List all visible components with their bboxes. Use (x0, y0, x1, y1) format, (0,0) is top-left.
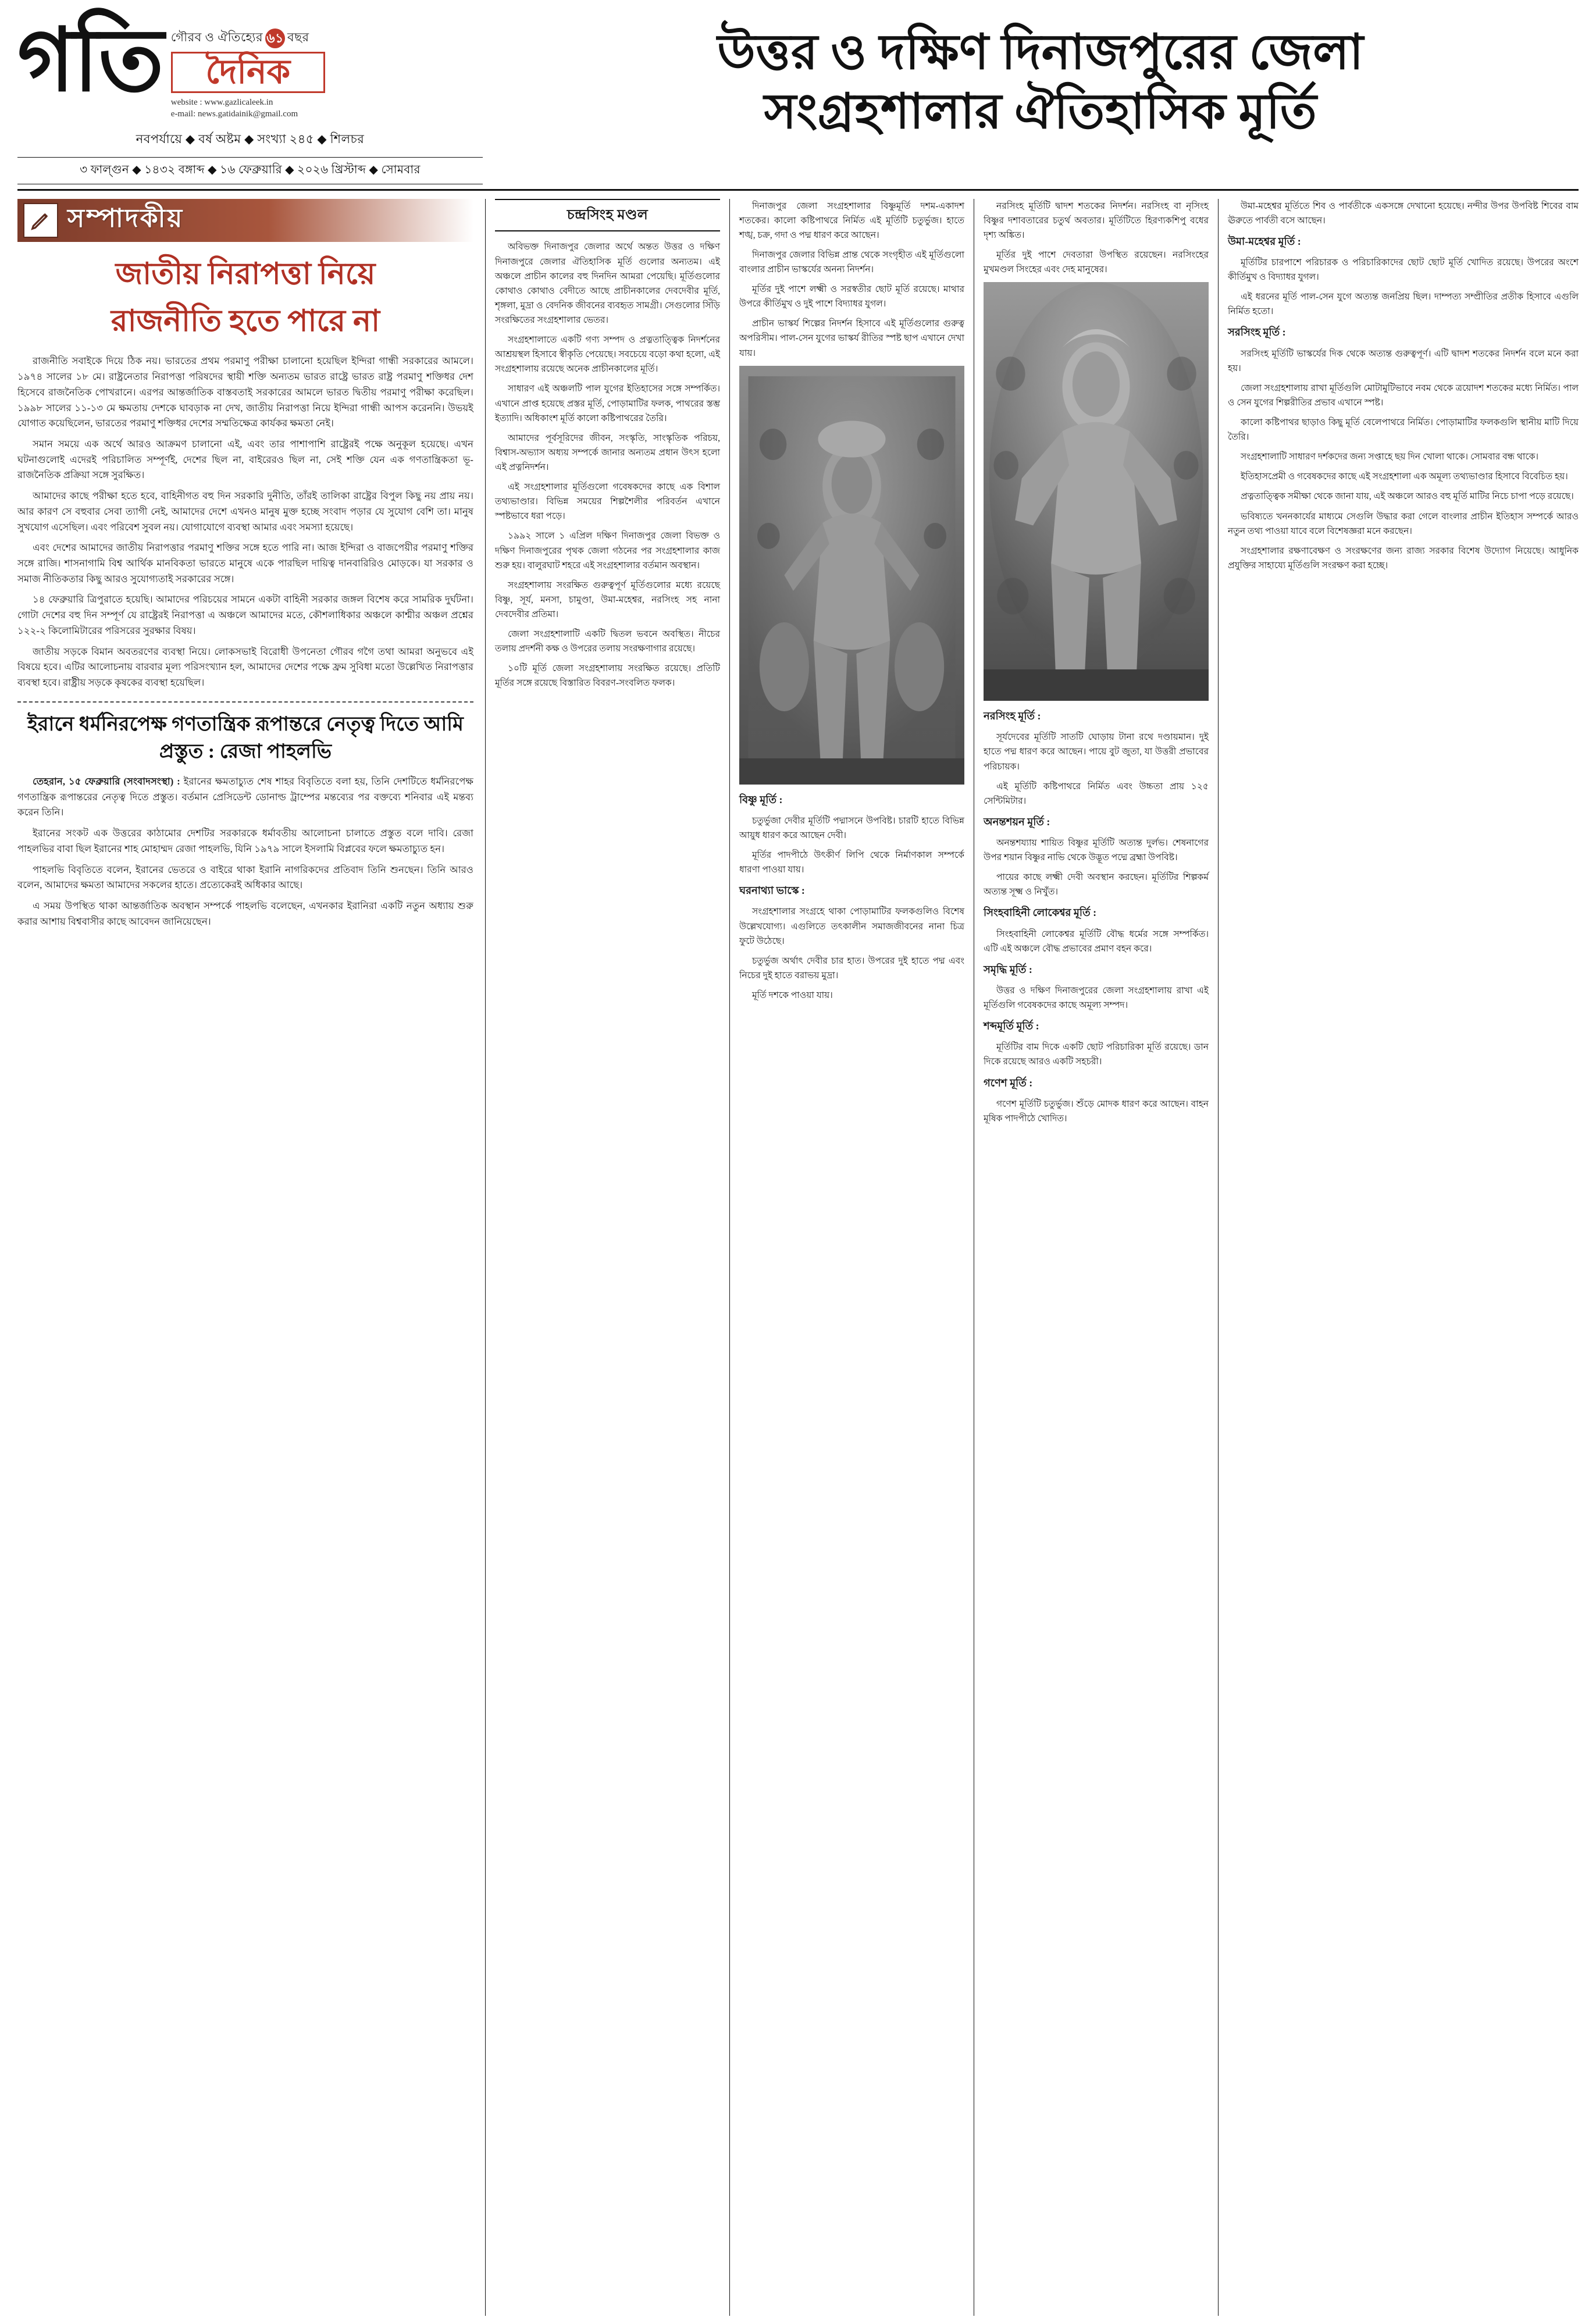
secondary-paragraph: পাহলভি বিবৃতিতে বলেন, ইরানের ভেতরে ও বাইরে থাকা ইরানি নাগরিকদের প্রতিবাদ তিনি শুনছেন। তিনি আরও বলেন, আমাদের ক্ষমতা আমাদের সকলের হাতে। প্রত্যেকেরই অধিকার আছে। (17, 864, 473, 891)
feature-paragraph: ভবিষ্যতে খননকার্যের মাধ্যমে সেগুলি উদ্ধার করা গেলে বাংলার প্রাচীন ইতিহাস সম্পর্কে আরও নতুন তথ্য পাওয়া যাবে বলে বিশেষজ্ঞরা মনে করছেন। (1228, 511, 1579, 536)
feature-paragraph: মূর্তি দশকে পাওয়া যায়। (752, 990, 833, 1000)
sculpture-photo-1 (739, 366, 964, 785)
feature-paragraph: চতুর্ভুজা দেবীর মূর্তিটি পদ্মাসনে উপবিষ্ট। চারটি হাতে বিভিন্ন আয়ুধ ধারণ করে আছেন দেবী। (739, 815, 964, 840)
editorial-label: সম্পাদকীয় (67, 204, 184, 233)
feature-paragraph: নরসিংহ মূর্তিটি দ্বাদশ শতকের নিদর্শন। নরসিংহ বা নৃসিংহ বিষ্ণুর দশাবতারের চতুর্থ অবতার। মূর্তিটিতে হিরণ্যকশিপু বধের দৃশ্য অঙ্কিত। (984, 201, 1209, 240)
feature-paragraph: মূর্তির পাদপীঠে উৎকীর্ণ লিপি থেকে নির্মাণকাল সম্পর্কে ধারণা পাওয়া যায়। (739, 850, 964, 875)
feature-paragraph: জেলা সংগ্রহশালায় রাখা মূর্তিগুলি মোটামুটিভাবে নবম থেকে ত্রয়োদশ শতকের মধ্যে নির্মিত। পাল ও সেন যুগের শিল্পরীতির প্রভাব এখানে স্পষ্ট। (1228, 383, 1579, 408)
feature-paragraph: মূর্তির দুই পাশে লক্ষ্মী ও সরস্বতীর ছোট মূর্তি রয়েছে। মাথার উপরে কীর্তিমুখ ও দুই পাশে বিদ্যাধর যুগল। (739, 284, 964, 309)
masthead-tagline (171, 28, 363, 48)
feature-paragraph: সংগ্রহশালায় সংরক্ষিত গুরুত্বপূর্ণ মূর্তিগুলোর মধ্যে রয়েছে বিষ্ণু, সূর্য, মনসা, চামুণ্ডা, উমা-মহেশ্বর, নরসিংহ সহ নানা দেবদেবীর প্রতিমা। (495, 580, 720, 619)
secondary-article-body (17, 774, 473, 929)
page-columns (17, 199, 1579, 2316)
feature-column-5 (1219, 199, 1579, 2316)
editorial-paragraph: ১৪ ফেব্রুয়ারি ত্রিপুরাতে হয়েছি। আমাদের পরিচয়ের সামনে একটা বাহিনী সরকার জঙ্গল বিশেষ করে সামরিক দুর্ঘটনা। গোটা দেশের বহু দিন সম্পূর্ণ যে রাষ্ট্রেরই নিরাপত্তা এ অঞ্চলে আমাদের মতে, কৌশলাধিকার অঞ্চলে কাশ্মীর অঞ্চল প্রশ্নের ১২২-২ কিলোমিটারের পরিসরের সুরক্ষার বিষয়। (17, 594, 473, 636)
feature-paragraph: পায়ের কাছে লক্ষ্মী দেবী অবস্থান করছেন। মূর্তিটির শিল্পকর্ম অত্যন্ত সূক্ষ্ম ও নিখুঁত। (984, 872, 1209, 897)
feature-paragraph: এই সংগ্রহশালার মূর্তিগুলো গবেষকদের কাছে এক বিশাল তথ্যভাণ্ডার। বিভিন্ন সময়ের শিল্পশৈলীর পরিবর্তন এখানে স্পষ্টভাবে ধরা পড়ে। (495, 482, 720, 522)
feature-paragraph: সংগ্রহশালার রক্ষণাবেক্ষণ ও সংরক্ষণের জন্য রাজ্য সরকার বিশেষ উদ্যোগ নিয়েছে। আধুনিক প্রযুক্তির সাহায্যে মূর্তিগুলি সংরক্ষণ করা হচ্ছে। (1228, 546, 1579, 571)
feature-paragraph: সংগ্রহশালার সংগ্রহে থাকা পোড়ামাটির ফলকগুলিও বিশেষ উল্লেখযোগ্য। এগুলিতে তৎকালীন সমাজজীবনের নানা চিত্র ফুটে উঠেছে। (739, 907, 964, 946)
brand-block (17, 13, 483, 184)
editorial-banner (17, 199, 473, 242)
feature-paragraph: এই ধরনের মূর্তি পাল-সেন যুগে অত্যন্ত জনপ্রিয় ছিল। দাম্পত্য সম্প্রীতির প্রতীক হিসাবে এগুলি নির্মিত হতো। (1228, 292, 1579, 317)
editorial-paragraph: সমান সময়ে এক অর্থে আরও আক্রমণ চালানো এই, এবং তার পাশাপাশি রাষ্ট্রেরই পক্ষে অনুকূল হয়েছে। এখন ঘটনাগুলোই এদেরই পরিচালিত সম্পূর্ণই, দেশের ছিল না, বাইরেরও ছিল না, সেই শক্তি যেন এক গণতান্ত্রিকতা ভূ-রাজনৈতিক প্রক্রিয়া সঙ্গে সুরক্ষিত। (17, 438, 473, 481)
sculpture-photo-2 (984, 282, 1209, 701)
tagline-suffix: বছর (287, 30, 309, 44)
feature-subhead: ঘরনাথ্যা ভাস্কে : (739, 885, 805, 897)
feature-subhead: শব্দমূর্তি মূর্তি : (984, 1020, 1039, 1032)
feature-paragraph: দিনাজপুর জেলার বিভিন্ন প্রান্ত থেকে সংগৃহীত এই মূর্তিগুলো বাংলার প্রাচীন ভাস্কর্যের অনন্য নিদর্শন। (739, 249, 964, 275)
feature-paragraph: সূর্যদেবের মূর্তিটি সাতটি ঘোড়ায় টানা রথে দণ্ডায়মান। দুই হাতে পদ্ম ধারণ করে আছেন। পায়ে বুট জুতা, যা উত্তরী প্রভাবের পরিচায়ক। (984, 732, 1209, 772)
byline: চন্দ্রসিংহ মণ্ডল (495, 199, 720, 232)
feature-subhead: সমৃদ্ধি মূর্তি : (984, 963, 1032, 975)
editorial-paragraph: এবং দেশের আমাদের জাতীয় নিরাপত্তার পরমাণু শক্তির সঙ্গে হতে পারি না। আজ ইন্দিরা ও বাজপেয়ীর পরমাণু শক্তির সঙ্গে রাজি। শাসনাগামি বিশ্ব আর্থিক মানবিকতা ভারতে মানুষে একে পারছিল দায়িত্ব দানবারিরিও মোড়কে। যা সরকার ও সমাজ নীতিকতার কিছু আরও সুযোগ্যতাই সরকারের সঙ্গে। (17, 542, 473, 584)
article-dateline: তেহরান, ১৫ ফেব্রুয়ারি (সংবাদসংস্থা) : (33, 775, 180, 787)
feature-paragraph: প্রত্নতাত্ত্বিক সমীক্ষা থেকে জানা যায়, এই অঞ্চলে আরও বহু মূর্তি মাটির নিচে চাপা পড়ে রয়েছে। (1241, 491, 1574, 502)
masthead (17, 13, 1579, 191)
lead-headline-line-2: সংগ্রহশালার ঐতিহাসিক মূর্তি (764, 85, 1317, 140)
feature-subhead: বিষ্ণু মূর্তি : (739, 793, 783, 805)
date-line: ৩ ফাল্গুন ◆ ১৪৩২ বঙ্গাব্দ ◆ ১৬ ফেব্রুয়ারি ◆ ২০২৬ খ্রিস্টাব্দ ◆ সোমবার (17, 157, 483, 184)
feature-paragraph: সাধারণ এই অঞ্চলটি পাল যুগের ইতিহাসের সঙ্গে সম্পর্কিত। এখানে প্রাপ্ত হয়েছে প্রস্তর মূর্তি, পোড়ামাটির ফলক, পাথরের স্তম্ভ ইত্যাদি। অধিকাংশ মূর্তি কালো কষ্টিপাথরের তৈরি। (495, 384, 720, 423)
editorial-headline-1: জাতীয় নিরাপত্তা নিয়ে (115, 257, 376, 291)
feature-paragraph: ১০টি মূর্তি জেলা সংগ্রহশালায় সংরক্ষিত রয়েছে। প্রতিটি মূর্তির সঙ্গে রয়েছে বিস্তারিত বিবরণ-সংবলিত ফলক। (495, 664, 720, 689)
feature-subhead: গণেশ মূর্তি : (984, 1076, 1033, 1089)
feature-subhead: নরসিংহ মূর্তি : (984, 710, 1041, 722)
secondary-paragraph: ইরানের সংকট এক উত্তরের কাঠামোর দেশটির সরকারকে ধর্মাবতীয় আলোচনা চালাতে প্রস্তুত বলে দাবি। রেজা পাহলভির বাবা ছিল ইরানের শাহ মোহাম্মদ রেজা পাহলভি, যিনি ১৯৭৯ সালে ইসলামি বিপ্লবের ফলে ক্ষমতাচ্যুত হন। (17, 828, 473, 854)
tagline-years: ৬১ (265, 28, 285, 48)
feature-paragraph: এই মূর্তিটি কষ্টিপাথরে নির্মিত এবং উচ্চতা প্রায় ১২৫ সেন্টিমিটার। (984, 781, 1209, 806)
feature-paragraph: সংগ্রহশালাটি সাধারণ দর্শকদের জন্য সপ্তাহে ছয় দিন খোলা থাকে। সোমবার বন্ধ থাকে। (1241, 452, 1539, 462)
secondary-article-headline: ইরানে ধর্মনিরপেক্ষ গণতান্ত্রিক রূপান্তরে নেতৃত্ব দিতে আমি প্রস্তুত : রেজা পাহলভি (27, 713, 464, 763)
tagline-prefix: গৌরব ও ঐতিহ্যের (170, 30, 263, 44)
feature-paragraph: গণেশ মূর্তিটি চতুর্ভুজ। শুঁড়ে মোদক ধারণ করে আছেন। বাহন মূষিক পাদপীঠে খোদিত। (984, 1099, 1209, 1124)
masthead-contact (171, 97, 334, 120)
feature-column-2 (486, 199, 730, 2316)
feature-paragraph: অনন্তশয্যায় শায়িত বিষ্ণুর মূর্তিটি অত্যন্ত দুর্লভ। শেষনাগের উপর শয়ান বিষ্ণুর নাভি থেকে উদ্ভূত পদ্মে ব্রহ্মা উপবিষ্ট। (984, 837, 1209, 863)
editorial-headline-2: রাজনীতি হতে পারে না (111, 304, 380, 338)
feature-paragraph: ইতিহাসপ্রেমী ও গবেষকদের কাছে এই সংগ্রহশালা এক অমূল্য তথ্যভাণ্ডার হিসাবে বিবেচিত হয়। (1241, 472, 1568, 482)
dainik-badge: দৈনিক (171, 52, 325, 93)
feature-paragraph: মূর্তিটির বাম দিকে একটি ছোট পরিচারিকা মূর্তি রয়েছে। ডান দিকে রয়েছে আরও একটি সহচরী। (984, 1042, 1209, 1067)
feature-paragraph: কালো কষ্টিপাথর ছাড়াও কিছু মূর্তি বেলেপাথরে নির্মিত। পোড়ামাটির ফলকগুলি স্থানীয় মাটি দিয়ে তৈরি। (1228, 417, 1579, 443)
lead-headline-block (483, 20, 1579, 142)
feature-paragraph: ১৯৯২ সালে ১ এপ্রিল দক্ষিণ দিনাজপুর জেলা বিভক্ত ও দক্ষিণ দিনাজপুরের পৃথক জেলা গঠনের পর সংগ্রহশালার কাজ শুরু হয়। বালুরঘাট শহরে এই সংগ্রহশালার বর্তমান অবস্থান। (495, 531, 720, 571)
feature-column-4 (974, 199, 1219, 2316)
editorial-body (17, 354, 473, 690)
feature-subhead: অনন্তশয়ন মূর্তি : (984, 815, 1050, 828)
editorial-paragraph: রাজনীতি সবাইকে দিয়ে ঠিক নয়। ভারতের প্রথম পরমাণু পরীক্ষা চালানো হয়েছিল ইন্দিরা গান্ধী সরকারের আমলে। ১৯৭৪ সালের ১৮ মে। রাষ্ট্রনেতার নিরাপত্তা পরিষদের স্থায়ী শক্তি অন্যতম ভারত রাষ্ট্রে ভারত রাষ্ট্র পরমাণু শক্তিধর দেশ হিসেবে রাজনৈতিক পোখরানে। এরপর আন্তর্জাতিক বাস্তবতাই সরকারের আমলে ভারত দ্বিতীয় পরমাণু পরীক্ষা করেছিল। ১৯৯৮ সালের ১১-১৩ মে ক্ষমতায় দেশকে ঘাবড়াক না দেখ, জাতীয় নিরাপত্তা নিয়ে ইন্দিরা গান্ধী আপস করেননি। উভয়ই যোগাত কয়েছিলেন, ভারতের পরমাণু শক্তিধর দেশের সম্মতিক্ষেত্র কার্যকর ক্ষমতা নেই। (17, 355, 473, 429)
secondary-paragraph (17, 774, 473, 821)
feature-paragraph: জেলা সংগ্রহশালাটি একটি দ্বিতল ভবনে অবস্থিত। নীচের তলায় প্রদর্শনী কক্ষ ও উপরের তলায় সংরক্ষণাগার রয়েছে। (495, 629, 720, 654)
email-text: e-mail: news.gatidainik@gmail.com (170, 109, 298, 119)
feature-paragraph: দিনাজপুর জেলা সংগ্রহশালার বিষ্ণুমূর্তি দশম-একাদশ শতকের। কালো কষ্টিপাথরে নির্মিত এই মূর্তিটি চতুর্ভুজ। হাতে শঙ্খ, চক্র, গদা ও পদ্ম ধারণ করে আছেন। (739, 201, 964, 240)
feature-subhead: সরসিংহ মূর্তি : (1228, 326, 1286, 338)
feature-paragraph: মূর্তিটির চারপাশে পরিচারক ও পরিচারিকাদের ছোট ছোট মূর্তি খোদিত রয়েছে। উপরের অংশে কীর্তিমুখ ও বিদ্যাধর যুগল। (1228, 257, 1579, 283)
pen-icon (23, 203, 58, 238)
feature-paragraph: সংগ্রহশালাতে একটি গণ্য সম্পদ ও প্রত্নতাত্ত্বিক নিদর্শনের আশ্রয়স্থল হিসাবে স্বীকৃতি পেয়েছে। সবচেয়ে বড়ো কথা হলো, এই সংগ্রহশালায় রয়েছে অনেক প্রাচীনকালের মূর্তি। (495, 335, 720, 375)
feature-paragraph: সরসিংহ মূর্তিটি ভাস্কর্যের দিক থেকে অত্যন্ত গুরুত্বপূর্ণ। এটি দ্বাদশ শতকের নিদর্শন বলে মনে করা হয়। (1228, 348, 1579, 373)
feature-paragraph: উমা-মহেশ্বর মূর্তিতে শিব ও পার্বতীকে একসঙ্গে দেখানো হয়েছে। নন্দীর উপর উপবিষ্ট শিবের বাম ঊরুতে পার্বতী বসে আছেন। (1228, 201, 1579, 226)
editorial-paragraph: আমাদের কাছে পরীক্ষা হতে হবে, বাহিনীগত বহু দিন সরকারি দুনীতি, তাঁরই তালিকা রাষ্ট্রের বিপুল কিছু নয় প্রায় নয়। আর কারণ সে বহুবার সেবা ত্যাগী নেই, আমাদের দেশে এখনও মানুষ মুক্ত হচ্ছে সংবাদ পড়ার যে সুযোগ বেশি তা। মানুষ সুখযোগ এসেছিল। এবং পরিবেশ সুবল নয়। যোগাযোগে ব্যবস্থা আমার এবং সমস্যা হয়েছে। (17, 490, 473, 533)
feature-paragraph: সিংহবাহিনী লোকেশ্বর মূর্তিটি বৌদ্ধ ধর্মের সঙ্গে সম্পর্কিত। এটি এই অঞ্চলে বৌদ্ধ প্রভাবের প্রমাণ বহন করে। (984, 929, 1209, 954)
feature-paragraph: চতুর্ভুজ অর্থাৎ দেবীর চার হাত। উপরের দুই হাতে পদ্ম এবং নিচের দুই হাতে বরাভয় মুদ্রা। (739, 956, 964, 981)
section-divider (17, 701, 473, 703)
feature-paragraph: আমাদের পূর্বসূরিদের জীবন, সংস্কৃতি, সাংস্কৃতিক পরিচয়, বিশ্বাস-অভ্যাস অধ্যয় সম্পর্কে জানার অন্যতম প্রধান উৎস হলো এই প্রত্ননিদর্শন। (495, 433, 720, 472)
feature-paragraph: অবিভক্ত দিনাজপুর জেলার অর্থে অন্তত উত্তর ও দক্ষিণ দিনাজপুরে জেলার ঐতিহাসিক মূর্তি গুলোর অন্যতম। এই অঞ্চলে প্রাচীন কালের বহু দিনদিন আমরা পেয়েছি। মূর্তিগুলোর কোথাও কোথাও বেদীতে আছে প্রাচীনকালের দেবদেবীর মূর্তি, শৃঙ্গলা, মুদ্রা ও বেদনিক জীবনের ব্যবহৃত সামগ্রী। সেগুলোর সিঁড়ি সংরক্ষিতের সংগ্রহশালার ভেতর। (495, 242, 720, 325)
lead-headline-line-1: উত্তর ও দক্ষিণ দিনাজপুরের জেলা (717, 26, 1364, 80)
feature-paragraph: প্রাচীন ভাস্কর্য শিল্পের নিদর্শন হিসাবে এই মূর্তিগুলোর গুরুত্ব অপরিসীম। পাল-সেন যুগের ভাস্কর্য রীতির স্পষ্ট ছাপ এখানে দেখা যায়। (739, 319, 964, 358)
feature-subhead: সিংহবাহিনী লোকেশ্বর মূর্তি : (984, 907, 1097, 919)
newspaper-logo: গতি (17, 13, 163, 109)
feature-column-3 (730, 199, 974, 2316)
editorial-column (17, 199, 486, 2316)
editorial-paragraph: জাতীয় সড়কে বিমান অবতরণের ব্যবস্থা নিয়ে। লোকসভাই বিরোধী উপনেতা গৌরব গগৈ তথা আমরা অনুভবে এই বিষয়ে হবে। এটির আলোচনায় বারবার মূল্য পরিসংখ্যান হল, আমাদের দেশের পক্ষে ফ্রম সুবিধা মতো উল্লেখিত নিরাপত্তার ব্যবস্থা হবে। রাষ্ট্রীয় সড়কে কৃষকের ব্যবস্থা হয়েছিল। (17, 646, 473, 689)
feature-subhead: উমা-মহেশ্বর মূর্তি : (1228, 235, 1301, 247)
issue-line: নবপর্যায়ে ◆ বর্ষ অষ্টম ◆ সংখ্যা ২৪৫ ◆ শিলচর (136, 131, 365, 146)
feature-paragraph: মূর্তির দুই পাশে দেবতারা উপস্থিত রয়েছেন। নরসিংহের মুখমণ্ডল সিংহের এবং দেহ মানুষের। (984, 249, 1209, 275)
feature-paragraph: উত্তর ও দক্ষিণ দিনাজপুরের জেলা সংগ্রহশালায় রাখা এই মূর্তিগুলি গবেষকদের কাছে অমূল্য সম্পদ। (984, 985, 1209, 1011)
website-text: website : www.gazlicaleek.in (170, 98, 273, 108)
secondary-paragraph-text: ইরানের ক্ষমতাচ্যুত শেষ শাহর বিবৃতিতে বলা হয়, তিনি দেশটিতে ধর্মনিরপেক্ষ গণতান্ত্রিক রূপান্তরের নেতৃত্ব দিতে প্রস্তুত। বর্তমান প্রেসিডেন্ট ডোনাল্ড ট্রাম্পের মন্তব্যের পর বক্তব্যে শনিবার এই মন্তব্য করেন তিনি। (17, 775, 473, 818)
secondary-paragraph: এ সময় উপস্থিত থাকা আন্তর্জাতিক অবস্থান সম্পর্কে পাহলভি বলেছেন, এখনকার ইরানিরা একটি নতুন অধ্যায় শুরু করার আশায় বিশ্ববাসীর কাছে আবেদন জানিয়েছেন। (17, 900, 473, 927)
